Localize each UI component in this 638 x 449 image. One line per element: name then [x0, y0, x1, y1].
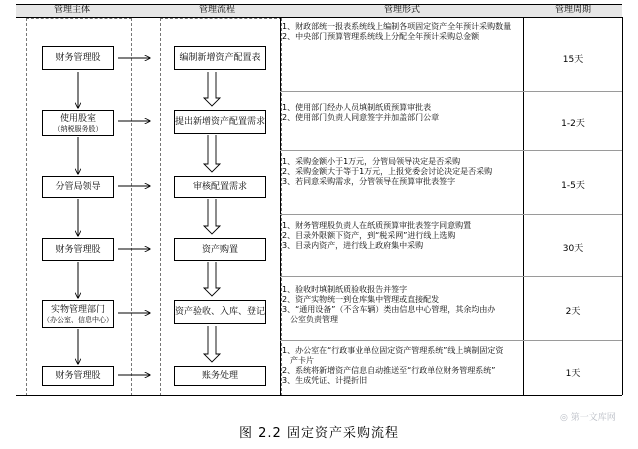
subject-sublabel: （纳税服务股）: [53, 124, 103, 133]
form-line: 2、系统将新增资产信息自动推送至“行政单位财务管理系统”: [282, 366, 496, 375]
header-subject: 管理主体: [53, 5, 90, 15]
subject-box-finance: [42, 46, 114, 70]
period-value: 30天: [562, 244, 584, 254]
subject-label: 分管局领导: [55, 182, 101, 192]
header-process: 管理流程: [198, 5, 235, 15]
process-label: 资产验收、入库、登记: [175, 307, 266, 317]
process-box-request: [174, 110, 266, 134]
process-box-accept: [174, 300, 266, 324]
form-line: 2、采购金额大于等于1万元，上报党委会讨论决定是否采购: [282, 167, 493, 176]
form-line: 1、财政部统一报表系统线上编制各项固定资产全年预计采购数量: [282, 22, 512, 31]
form-line: 3、若同意采购需求，分管领导在预算审批表签字: [282, 177, 456, 186]
arrow-down-hollow: [204, 262, 220, 296]
subject-box-finance: [42, 238, 114, 261]
subject-box-finance: [42, 366, 114, 386]
form-line: 公室负责管理: [290, 315, 338, 324]
form-line: 2、目录外限额下资产，到“税采网”进行线上选购: [282, 231, 456, 240]
arrow-down-hollow: [204, 199, 220, 234]
subject-label: 使用股室: [59, 113, 96, 124]
process-label: 提出新增资产配置需求: [175, 117, 266, 127]
process-label: 编制新增资产配置表: [179, 53, 261, 63]
form-line: 3、生成凭证、计提折旧: [282, 376, 368, 385]
form-cell: [282, 285, 522, 325]
subject-box-leader: [42, 176, 114, 198]
process-box-purchase: [174, 238, 266, 261]
arrow-down-hollow: [204, 135, 220, 172]
form-cell: [282, 22, 522, 42]
form-line: 3、“通用设备”（不含车辆）类由信息中心管理，其余均由办: [282, 305, 496, 314]
form-cell: [282, 103, 522, 123]
form-line: 产卡片: [290, 356, 314, 365]
process-box-compile: [174, 46, 266, 70]
subject-label: 财务管理股: [55, 244, 101, 255]
process-box-accounting: [174, 366, 266, 386]
form-line: 1、采购金额小于1万元，分管局领导决定是否采购: [282, 157, 461, 166]
header-period: 管理周期: [554, 5, 591, 15]
period-value: 1天: [565, 369, 581, 379]
form-line: 3、目录内资产，进行线上政府集中采购: [282, 241, 424, 250]
subject-box-asset-mgmt: [42, 300, 114, 328]
process-label: 审核配置需求: [192, 182, 247, 192]
form-line: 2、使用部门负责人同意签字并加盖部门公章: [282, 113, 440, 122]
form-line: 1、验收时填制纸质验收报告并签字: [282, 285, 408, 294]
form-line: 2、中央部门预算管理系统线上分配全年预计采购总金额: [282, 32, 480, 41]
subject-label: 实物管理部门: [50, 304, 105, 315]
period-value: 1-5天: [561, 181, 585, 191]
period-value: 2天: [565, 307, 581, 317]
watermark-logo: ◎ 第一文库网: [560, 413, 616, 423]
arrow-down-hollow: [204, 72, 220, 106]
header-form: 管理形式: [383, 5, 420, 15]
process-label: 账务处理: [201, 371, 238, 381]
figure-caption: 图 2.2 固定资产采购流程: [239, 426, 399, 441]
form-line: 1、使用部门经办人员填制纸质预算审批表: [282, 103, 432, 112]
period-value: 1-2天: [561, 119, 585, 129]
subject-label: 财务管理股: [55, 53, 101, 63]
process-label: 资产购置: [201, 244, 238, 255]
form-line: 2、资产实物统一到仓库集中管理或直接配发: [282, 295, 440, 304]
form-cell: [282, 221, 522, 251]
subject-label: 财务管理股: [55, 371, 101, 381]
period-value: 15天: [562, 55, 584, 65]
form-cell: [282, 157, 522, 187]
subject-box-user-dept: [42, 110, 114, 136]
form-line: 1、办公室在“行政事业单位固定资产管理系统”线上填制固定资: [282, 346, 504, 355]
subject-sublabel: （办公室、信息中心）: [43, 315, 113, 324]
form-line: 1、财务管理股负责人在纸质预算审批表签字同意购置: [282, 221, 472, 230]
form-cell: [282, 346, 522, 386]
arrow-down-hollow: [204, 326, 220, 362]
process-box-review: [174, 176, 266, 198]
